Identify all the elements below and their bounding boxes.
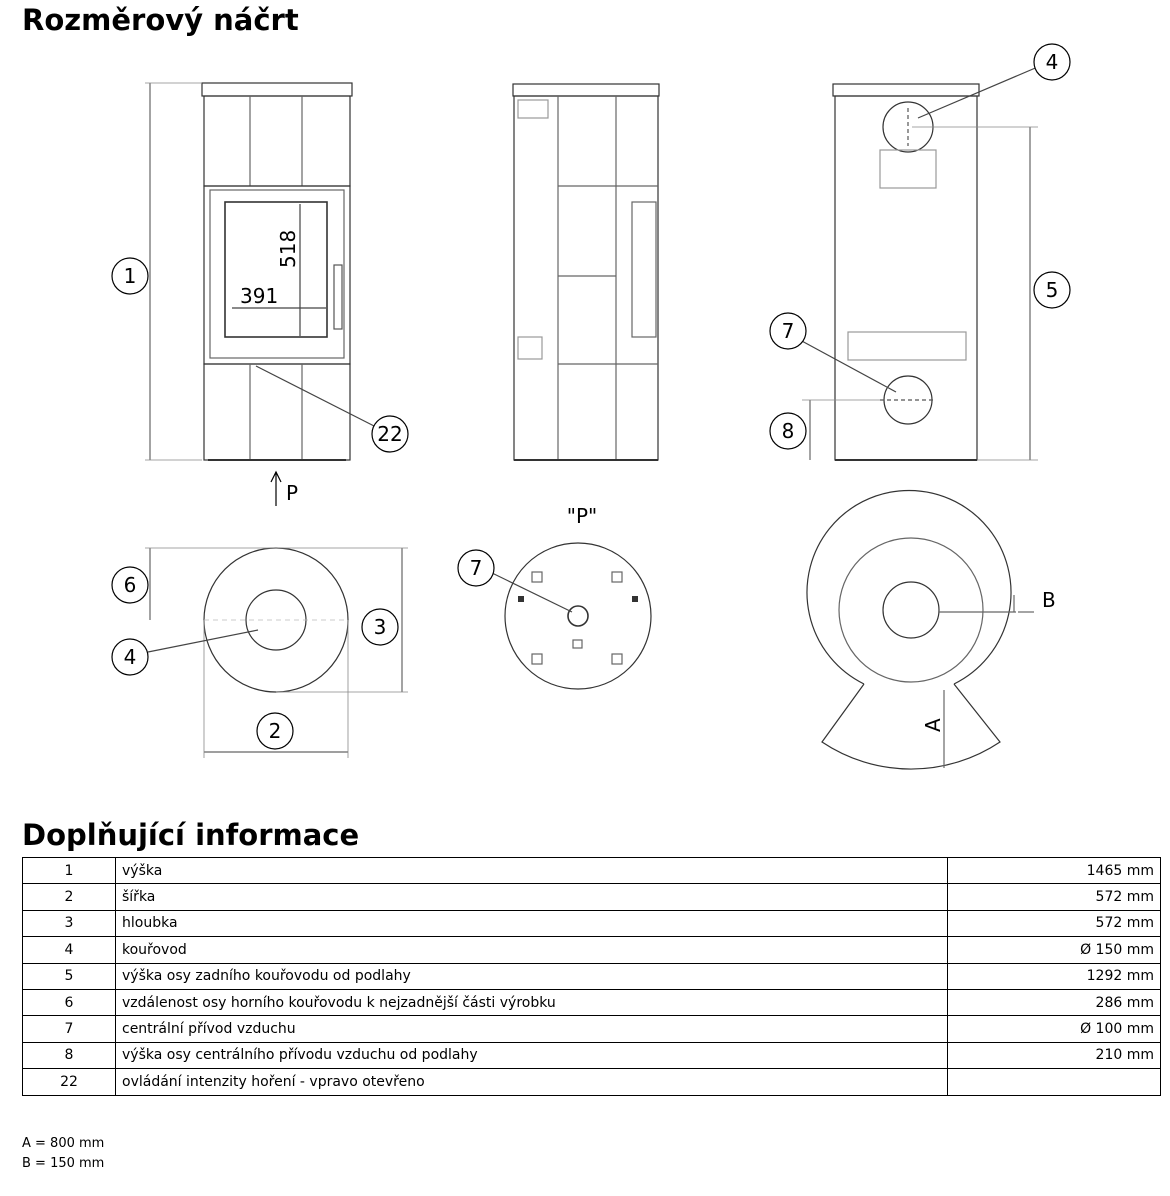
cell-value xyxy=(948,1069,1161,1095)
cell-value: 572 mm xyxy=(948,910,1161,936)
cell-num: 5 xyxy=(23,963,116,989)
svg-text:4: 4 xyxy=(1045,50,1059,74)
table-row xyxy=(23,1016,1161,1042)
info-table xyxy=(22,857,1161,1096)
cell-label: výška xyxy=(116,858,948,884)
svg-text:4: 4 xyxy=(123,645,137,669)
section-title-sketch: Rozměrový náčrt xyxy=(22,3,299,37)
cell-label: ovládání intenzity hoření - vpravo otevřeno xyxy=(116,1069,948,1095)
label-b: B xyxy=(1042,588,1056,612)
callout-5 xyxy=(1034,272,1070,308)
cell-value: Ø 100 mm xyxy=(948,1016,1161,1042)
cell-label: hloubka xyxy=(116,910,948,936)
cell-num: 4 xyxy=(23,937,116,963)
cell-num: 8 xyxy=(23,1042,116,1068)
cell-value: 572 mm xyxy=(948,884,1161,910)
cell-num: 3 xyxy=(23,910,116,936)
callout-1 xyxy=(112,258,148,294)
side-view xyxy=(513,84,659,460)
door-width-label: 391 xyxy=(240,284,279,308)
footnote-b: B = 150 mm xyxy=(22,1156,105,1171)
callout-2 xyxy=(257,713,293,749)
callout-6 xyxy=(112,567,148,603)
back-view xyxy=(800,66,1040,460)
cell-value: 210 mm xyxy=(948,1042,1161,1068)
view-label-p: "P" xyxy=(566,504,598,528)
cell-value: 286 mm xyxy=(948,989,1161,1015)
svg-text:7: 7 xyxy=(469,556,483,580)
callout-22 xyxy=(372,416,408,452)
label-a: A xyxy=(921,718,945,732)
cell-label: kouřovod xyxy=(116,937,948,963)
table-row xyxy=(23,937,1161,963)
section-title-info: Doplňující informace xyxy=(22,818,360,852)
table-row xyxy=(23,989,1161,1015)
svg-text:6: 6 xyxy=(123,573,137,597)
cell-value: 1465 mm xyxy=(948,858,1161,884)
cell-label: centrální přívod vzduchu xyxy=(116,1016,948,1042)
callout-4-back xyxy=(1034,44,1070,80)
svg-text:8: 8 xyxy=(781,419,795,443)
svg-text:7: 7 xyxy=(781,319,795,343)
svg-text:3: 3 xyxy=(373,615,387,639)
door-height-label: 518 xyxy=(276,229,300,268)
table-row xyxy=(23,884,1161,910)
table-row xyxy=(23,910,1161,936)
callout-3 xyxy=(362,609,398,645)
cell-num: 6 xyxy=(23,989,116,1015)
svg-text:2: 2 xyxy=(268,719,282,743)
cell-label: výška osy zadního kouřovodu od podlahy xyxy=(116,963,948,989)
callout-8 xyxy=(770,413,806,449)
cell-num: 2 xyxy=(23,884,116,910)
table-row xyxy=(23,1069,1161,1095)
callout-7-bottom xyxy=(458,550,494,586)
cell-value: 1292 mm xyxy=(948,963,1161,989)
cell-label: šířka xyxy=(116,884,948,910)
callout-4-top xyxy=(112,639,148,675)
cell-label: vzdálenost osy horního kouřovodu k nejzadnější části výrobku xyxy=(116,989,948,1015)
cell-num: 7 xyxy=(23,1016,116,1042)
cell-value: Ø 150 mm xyxy=(948,937,1161,963)
svg-text:5: 5 xyxy=(1045,278,1059,302)
table-row xyxy=(23,858,1161,884)
bottom-view xyxy=(490,543,651,689)
svg-text:22: 22 xyxy=(377,422,403,446)
footnote-a: A = 800 mm xyxy=(22,1136,105,1151)
svg-text:1: 1 xyxy=(123,264,137,288)
cell-num: 1 xyxy=(23,858,116,884)
table-row xyxy=(23,963,1161,989)
cell-num: 22 xyxy=(23,1069,116,1095)
table-row xyxy=(23,1042,1161,1068)
view-marker-p: P xyxy=(286,481,299,505)
cell-label: výška osy centrálního přívodu vzduchu od podlahy xyxy=(116,1042,948,1068)
callout-7-back xyxy=(770,313,806,349)
